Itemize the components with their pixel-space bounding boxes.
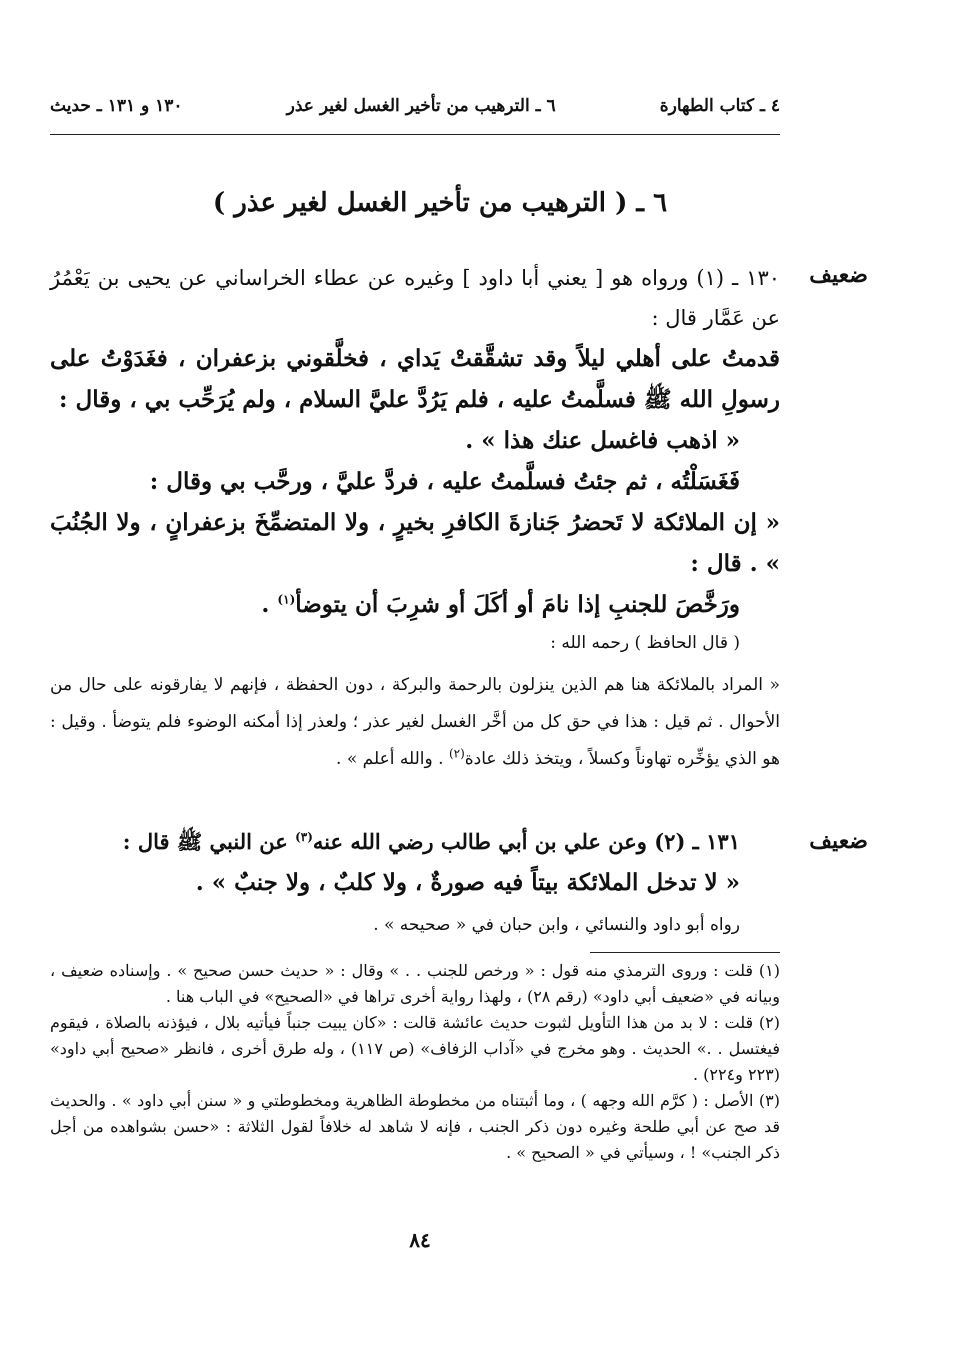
footnote-3: (٣) الأصل : ( كرَّم الله وجهه ) ، وما أثبتناه من مخطوطة الظاهرية ومخطوطتي و « سنن أبي داود » . والحديث قد صح عن أبي طلحة وغيره دون ذكر الجنب ، فإنه لا شاهد له خلافاً لقول الثلاثة : «حسن بشواهده من أجل ذكر الجنب» ! ، وسيأتي في « الصحيح » . (50, 1091, 780, 1162)
running-header (50, 86, 780, 126)
hafiz-label: ( قال الحافظ ) رحمه الله : (550, 633, 740, 653)
hadith-131 (50, 822, 780, 943)
hadith-130-text-3-end: . (261, 591, 278, 618)
commentary-body: « المراد بالملائكة هنا هم الذين ينزلون بالرحمة والبركة ، دون الحفظة ، فإنهم لا يفارقونه على حال من الأحوال . ثم قيل : هذا في حق كل من أخَّر الغسل لغير عذر ؛ ولعذر إذا أمكنه الوضوء فلم يتوضأ . وقيل : هو الذي يؤخِّره تهاوناً وكسلاً ، ويتخذ ذلك عادة (50, 675, 780, 769)
hadith-131-intro-2: عن النبي ﷺ قال : (122, 829, 296, 854)
hadith-130 (50, 258, 780, 778)
header-hadith-range: ١٣٠ و ١٣١ ـ حديث (50, 96, 183, 116)
footnotes (50, 958, 780, 1166)
header-book: ٤ ـ كتاب الطهارة (659, 96, 780, 116)
header-chapter: ٦ ـ الترهيب من تأخير الغسل لغير عذر (286, 96, 556, 116)
hadith-130-commentary (50, 667, 780, 778)
hadith-131-source: رواه أبو داود والنسائي ، وابن حبان في « صحيحه » . (373, 915, 740, 935)
footnote-ref-3: (٣) (295, 830, 313, 844)
hadith-130-quote-1: « اذهب فاغسل عنك هذا » . (465, 427, 740, 454)
footnote-2: (٢) قلت : لا بد من هذا التأويل لثبوت حديث عائشة قالت : «كان يبيت جنباً فيأتيه بلال ، فيؤذنه بالصلاة ، فيقوم فيغتسل . .» الحديث . وهو مخرج في «آداب الزفاف» (ص ١١٧) ، وله طرق أخرى ، فانظر «صحيح أبي داود» (٢٢٣ و٢٢٤) . (50, 1013, 781, 1084)
hadith-131-grade: ضعيف (809, 828, 868, 854)
commentary-end: . والله أعلم » . (336, 749, 449, 769)
hadith-130-grade: ضعيف (809, 262, 868, 288)
hadith-130-text-3-body: ورَخَّصَ للجنبِ إذا نامَ أو أكَلَ أو شرِبَ أن يتوضأ (295, 591, 740, 618)
hadith-130-quote-2: « إن الملائكة لا تَحضرُ جَنازةَ الكافرِ بخيرٍ ، ولا المتضمِّخَ بزعفرانٍ ، ولا الجُنُبَ » . قال : (50, 509, 780, 577)
hadith-130-text-2: فَغَسَلْتُه ، ثم جئتُ فسلَّمتُ عليه ، فردَّ عليَّ ، ورحَّب بي وقال : (149, 468, 740, 495)
footnote-1: (١) قلت : وروى الترمذي منه قول : « ورخص للجنب . . » وقال : « حديث حسن صحيح » . وإسناده ضعيف ، وبيانه في «ضعيف أبي داود» (رقم ٢٨) ، ولهذا رواية أخرى تراها في «الصحيح» في الباب هنا . (50, 961, 780, 1006)
footnote-ref-1: (١) (277, 592, 296, 607)
hadith-130-intro: ١٣٠ ـ (١) ورواه هو [ يعني أبا داود ] وغيره عن عطاء الخراساني عن يحيى بن يَعْمُرُ عن عَمَّار قال : (50, 266, 781, 330)
footnote-ref-2: (٢) (448, 746, 465, 761)
section-title: ٦ ـ ( الترهيب من تأخير الغسل لغير عذر ) (212, 188, 668, 218)
footnote-divider (590, 952, 780, 953)
hadith-130-text-3 (50, 584, 780, 625)
header-divider (50, 134, 780, 135)
hadith-131-intro-1: ١٣١ ـ (٢) وعن علي بن أبي طالب رضي الله عنه (312, 829, 740, 854)
hadith-131-quote: « لا تدخل الملائكة بيتاً فيه صورةٌ ، ولا كلبٌ ، ولا جنبٌ » . (195, 869, 740, 896)
hadith-131-intro (50, 822, 780, 862)
page-number: ٨٤ (409, 1228, 431, 1252)
hadith-130-text-1: قدمتُ على أهلي ليلاً وقد تشقَّقتْ يَداي ، فخلَّقوني بزعفران ، فغَدَوْتُ على رسولِ الله ﷺ فسلَّمتُ عليه ، فلم يَرُدَّ عليَّ السلام ، ولم يُرَحِّب بي ، وقال : (50, 345, 780, 413)
